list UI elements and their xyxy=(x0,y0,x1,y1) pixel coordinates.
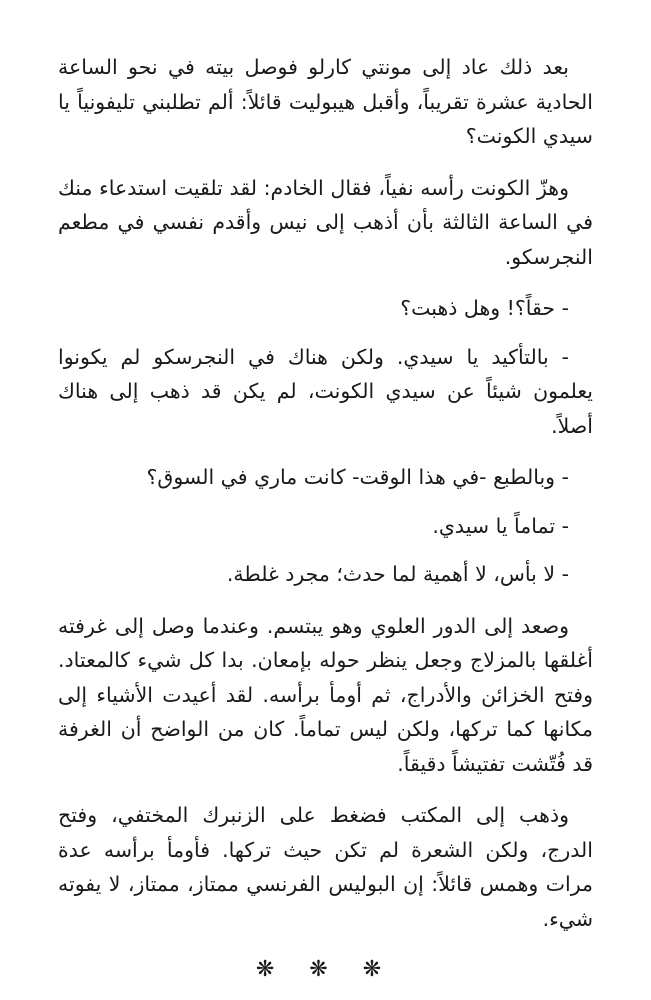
paragraph-count-shakes-head: وهزّ الكونت رأسه نفياً، فقال الخادم: لقد تلقيت استدعاء منك في الساعة الثالثة بأن أذهب إلى نيس وأقدم نفسي في مطعم النجرسكو. xyxy=(58,175,593,269)
paragraph-return-monte-carlo: بعد ذلك عاد إلى مونتي كارلو فوصل بيته في نحو الساعة الحادية عشرة تقريباً، وأقبل هيبوليت قائلاً: ألم تطلبني تليفونياً يا سيدي الكونت؟ xyxy=(58,55,593,148)
dialogue-negresco: - بالتأكيد يا سيدي. ولكن هناك في النجرسكو لم يكونوا يعلمون شيئاً عن سيدي الكونت، لم يكن قد ذهب إلى هناك أصلاً. xyxy=(58,344,593,438)
dialogue-mere-mistake: - لا بأس، لا أهمية لما حدث؛ مجرد غلطة. xyxy=(226,562,569,586)
paragraph-hidden-spring: وذهب إلى المكتب فضغط على الزنبرك المختفي، وفتح الدرج، ولكن الشعرة لم تكن حيث تركها. فأومأ برأسه عدة مرات وهمس قائلاً: إن البوليس الفرنسي ممتاز، ممتاز، لا يفوته شيء. xyxy=(58,803,593,931)
book-page xyxy=(58,50,593,988)
section-separator: ❋ ❋ ❋ xyxy=(255,957,396,982)
paragraph-room-searched: وصعد إلى الدور العلوي وهو يبتسم. وعندما وصل إلى غرفته أغلقها بالمزلاج وجعل ينظر حوله بإمعان. بدا كل شيء كالمعتاد. وفتح الخزائن والأدراج، ثم أومأ برأسه. لقد أعيدت الأشياء إلى مكانها كما تركها، ولكن ليس تماماً. كان من الواضح أن الغرفة قد فُتّشت تفتيشاً دقيقاً. xyxy=(58,613,593,776)
dialogue-did-you-go: - حقاً؟! وهل ذهبت؟ xyxy=(400,296,569,320)
dialogue-marie-market: - وبالطبع -في هذا الوقت- كانت ماري في السوق؟ xyxy=(146,465,569,489)
dialogue-exactly-sir: - تماماً يا سيدي. xyxy=(432,513,569,538)
